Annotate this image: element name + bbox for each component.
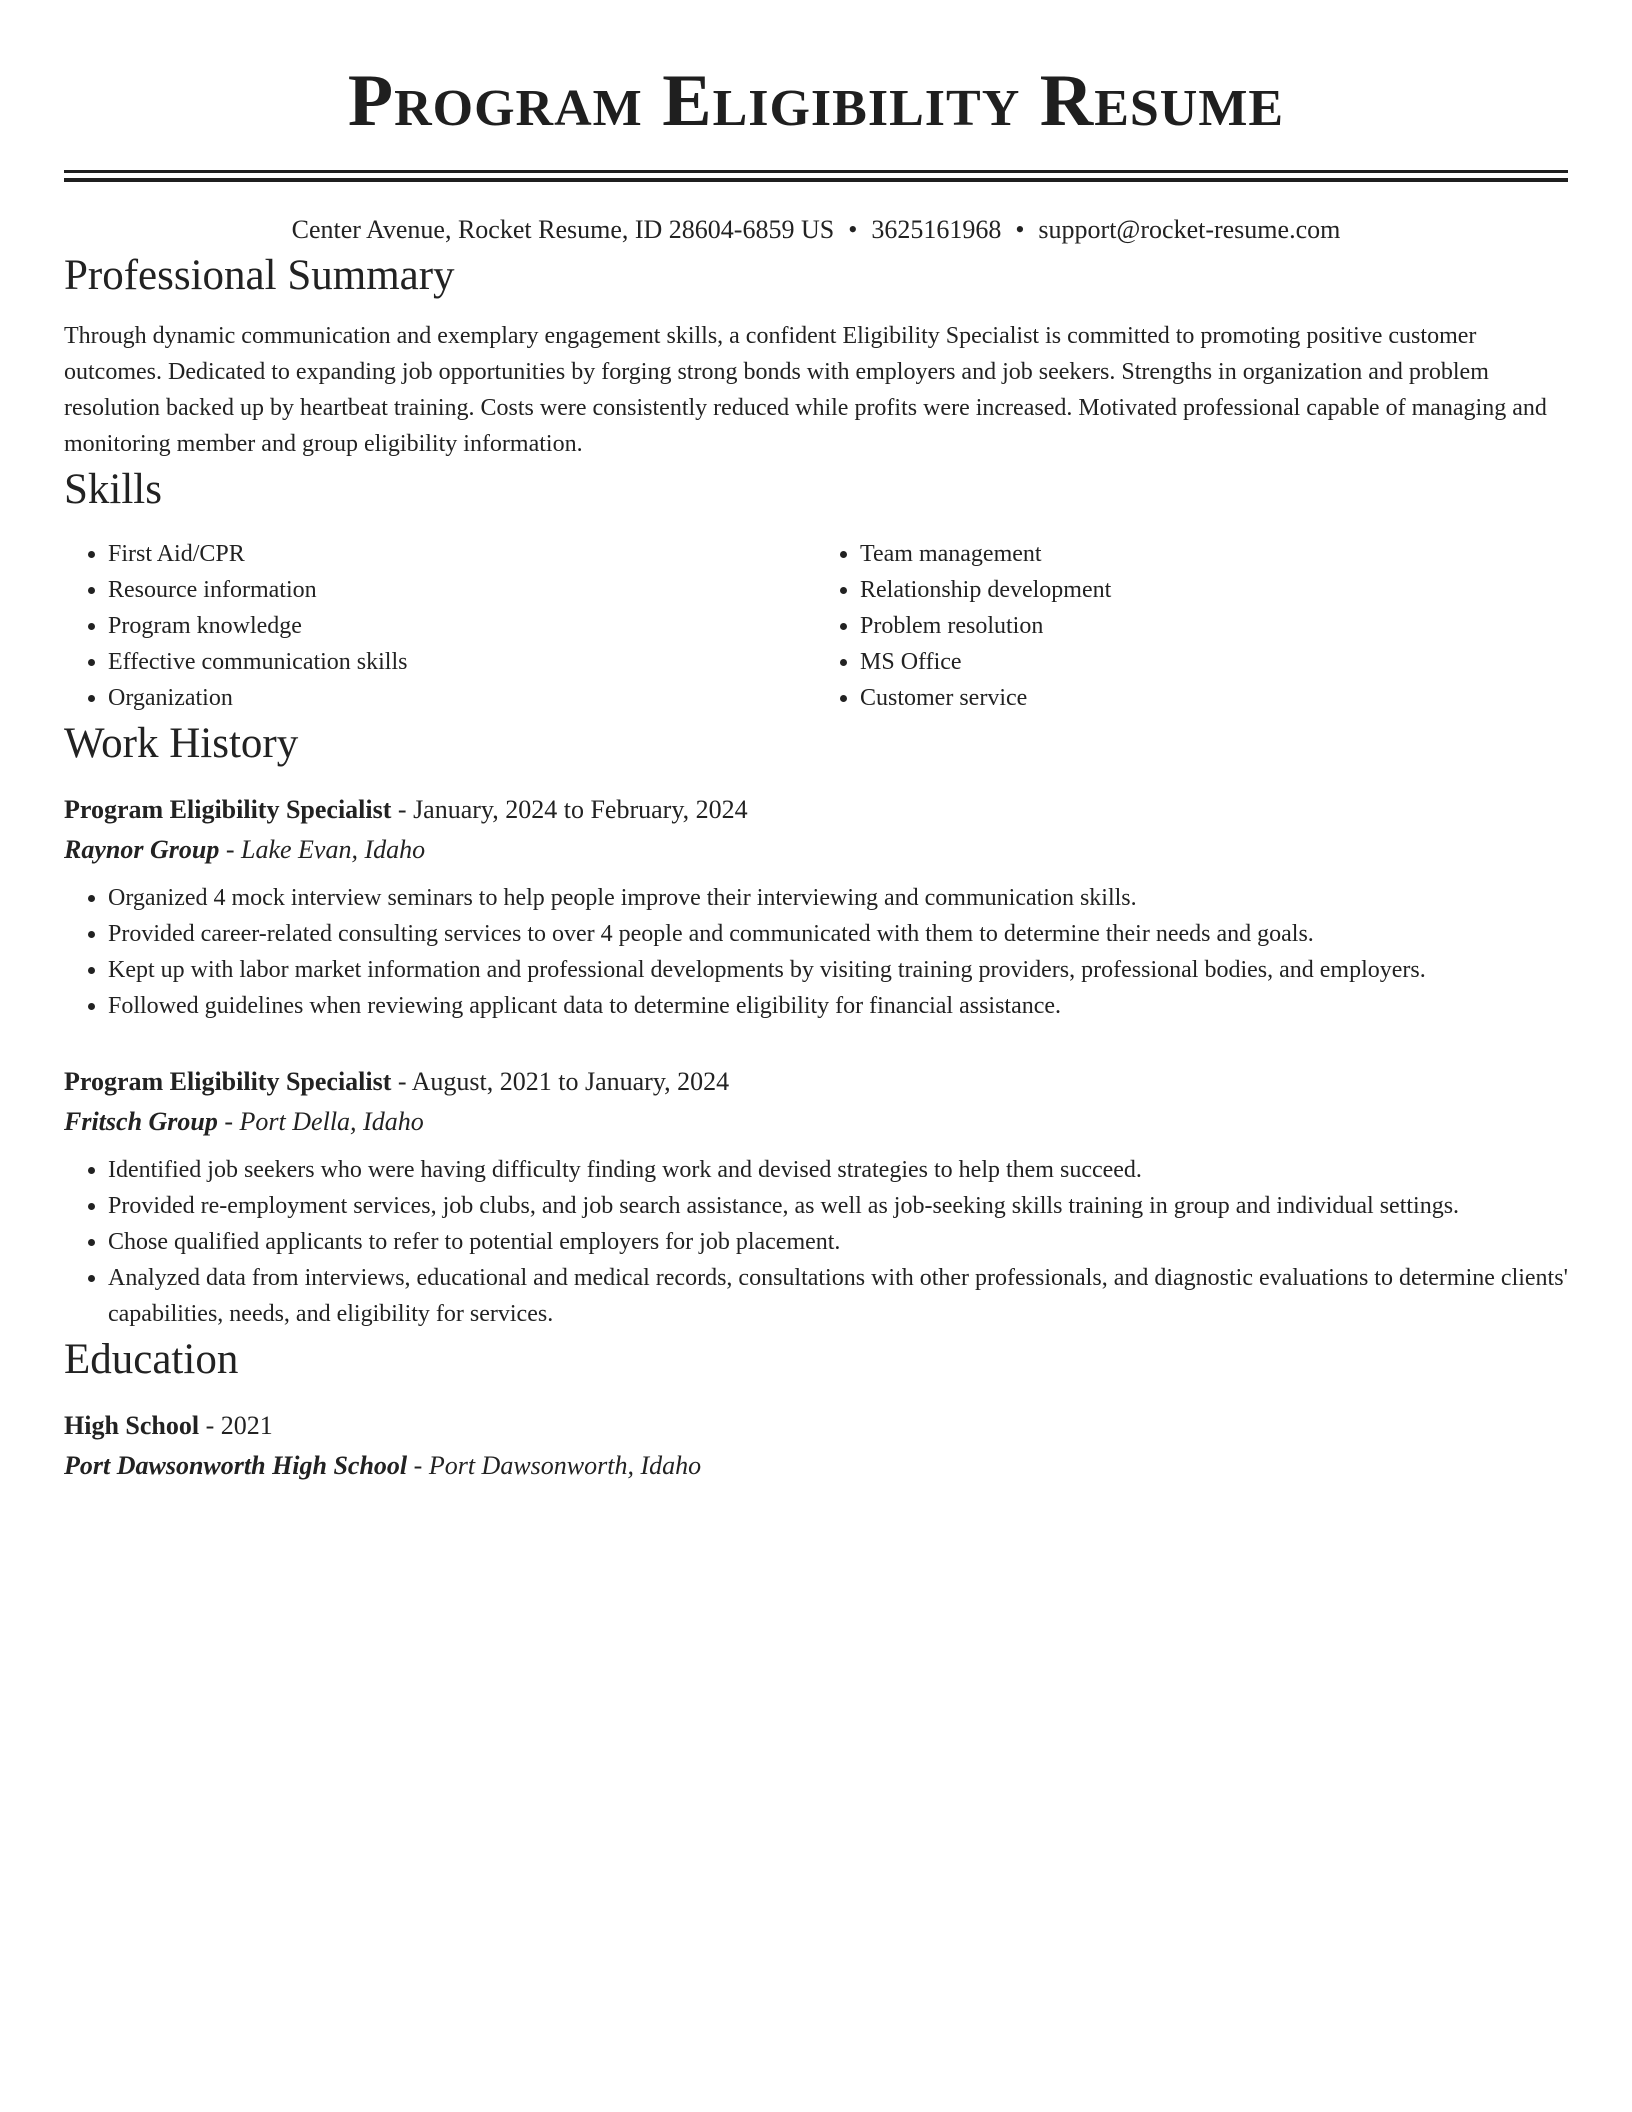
job-title: Program Eligibility Specialist xyxy=(64,1067,392,1096)
contact-line xyxy=(64,212,1568,248)
skill-item: • Resource information xyxy=(108,572,816,608)
skills-column-right xyxy=(816,536,1568,716)
summary-heading: Professional Summary xyxy=(64,252,455,299)
skills-column-left xyxy=(64,536,816,716)
contact-email: support@rocket-resume.com xyxy=(1038,215,1341,244)
skill-item: • Effective communication skills xyxy=(108,644,816,680)
job-bullet: • Provided career-related consulting services to over 4 people and communicated with them to determine their needs and goals. xyxy=(108,916,1568,952)
job-bullet: • Followed guidelines when reviewing applicant data to determine eligibility for financial assistance. xyxy=(108,988,1568,1024)
job-bullet: • Analyzed data from interviews, educational and medical records, consultations with other professionals, and diagnostic evaluations to determine clients' capabilities, needs, and eligibility for services. xyxy=(108,1260,1568,1332)
school-name: Port Dawsonworth High School xyxy=(64,1451,408,1480)
skill-item: • Problem resolution xyxy=(860,608,1568,644)
degree-line xyxy=(64,1406,1568,1446)
job-entry xyxy=(64,790,1568,1024)
skill-item: • First Aid/CPR xyxy=(108,536,816,572)
company-location: - Lake Evan, Idaho xyxy=(219,835,426,864)
education-entry xyxy=(64,1406,1568,1486)
work-history-heading: Work History xyxy=(64,720,299,767)
title-divider xyxy=(64,170,1568,182)
summary-text: Through dynamic communication and exemplary engagement skills, a confident Eligibility Specialist is committed to promoting positive customer outcomes. Dedicated to expanding job opportunities by forging strong bonds with employers and job seekers. Strengths in organization and problem resolution backed up by heartbeat training. Costs were consistently reduced while profits were increased. Motivated professional capable of managing and monitoring member and group eligibility information. xyxy=(64,323,1547,457)
resume-title: Program Eligibility Resume xyxy=(347,60,1285,142)
school-location: - Port Dawsonworth, Idaho xyxy=(407,1451,702,1480)
degree: High School xyxy=(64,1411,200,1440)
graduation-year: - 2021 xyxy=(199,1411,273,1440)
skill-item: • Relationship development xyxy=(860,572,1568,608)
skill-item: • MS Office xyxy=(860,644,1568,680)
job-bullets xyxy=(64,1152,1568,1332)
job-bullets xyxy=(64,880,1568,1024)
job-title-line xyxy=(64,790,1568,830)
job-title: Program Eligibility Specialist xyxy=(64,795,392,824)
job-title-line xyxy=(64,1062,1568,1102)
contact-phone: 3625161968 xyxy=(871,215,1002,244)
job-bullet: • Kept up with labor market information and professional developments by visiting training providers, professional bodies, and employers. xyxy=(108,952,1568,988)
school-line xyxy=(64,1446,1568,1486)
contact-separator: • xyxy=(848,215,858,244)
company-location: - Port Della, Idaho xyxy=(217,1107,424,1136)
skill-item: • Customer service xyxy=(860,680,1568,716)
company-line xyxy=(64,830,1568,870)
skills-heading: Skills xyxy=(64,466,162,513)
contact-address: Center Avenue, Rocket Resume, ID 28604-6859 US xyxy=(291,215,835,244)
skill-item: • Team management xyxy=(860,536,1568,572)
education-heading: Education xyxy=(64,1336,239,1383)
job-dates: - August, 2021 to January, 2024 xyxy=(391,1067,730,1096)
job-bullet: • Provided re-employment services, job clubs, and job search assistance, as well as job-seeking skills training in group and individual settings. xyxy=(108,1188,1568,1224)
company-name: Raynor Group xyxy=(64,835,220,864)
job-dates: - January, 2024 to February, 2024 xyxy=(391,795,748,824)
job-bullet: • Chose qualified applicants to refer to potential employers for job placement. xyxy=(108,1224,1568,1260)
skill-item: • Organization xyxy=(108,680,816,716)
company-line xyxy=(64,1102,1568,1142)
skill-item: • Program knowledge xyxy=(108,608,816,644)
job-bullet: • Organized 4 mock interview seminars to help people improve their interviewing and communication skills. xyxy=(108,880,1568,916)
job-entry xyxy=(64,1062,1568,1332)
contact-separator: • xyxy=(1015,215,1025,244)
company-name: Fritsch Group xyxy=(64,1107,218,1136)
skills-list xyxy=(64,536,1568,716)
job-bullet: • Identified job seekers who were having difficulty finding work and devised strategies to help them succeed. xyxy=(108,1152,1568,1188)
